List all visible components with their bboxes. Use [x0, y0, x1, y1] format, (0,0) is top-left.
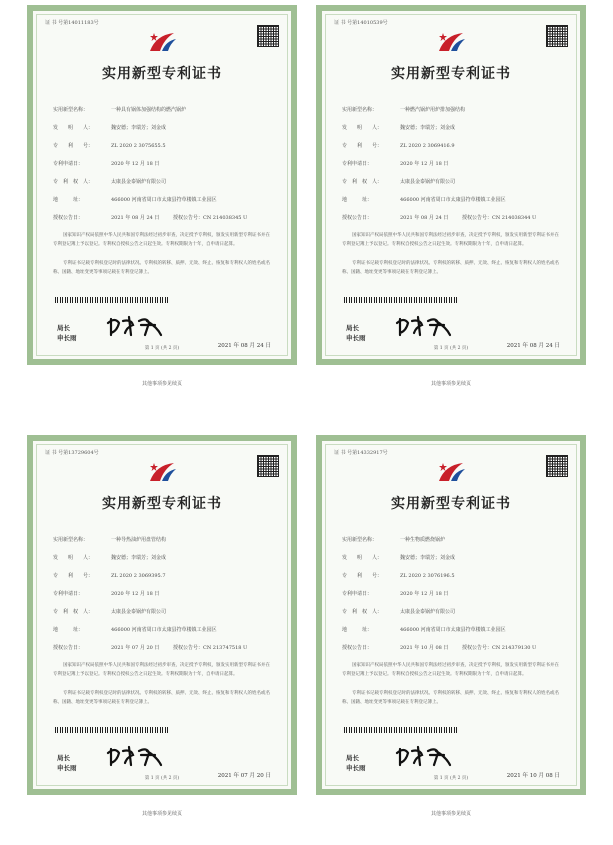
- field-apply-date: 专利申请日： 2020 年 12 月 18 日: [342, 161, 449, 167]
- cnipa-emblem-icon: [146, 459, 178, 485]
- field-inventor: 发 明 人： 魏安德；李瑞芳；刘金成: [53, 125, 167, 131]
- certificate-title: 实用新型专利证书: [391, 66, 511, 82]
- cnipa-emblem-icon: [146, 29, 178, 55]
- sign-date: 2021 年 07 月 20 日: [217, 773, 271, 779]
- field-holder: 专 利 权 人： 太康县金泰锅炉有限公司: [53, 179, 167, 185]
- patent-certificate: [27, 435, 297, 795]
- sign-date: 2021 年 08 月 24 日: [217, 343, 271, 349]
- body-paragraph-1: 国家知识产权局依照中华人民共和国专利法经过初步审查，决定授予专利权，颁发实用新型专利证书并在专利登记簿上予以登记。专利权自授权公告之日起生效。专利权期限为十年，自申请日起算。: [53, 233, 270, 247]
- field-holder: 专 利 权 人： 太康县金泰锅炉有限公司: [342, 179, 456, 185]
- field-holder: 专 利 权 人： 太康县金泰锅炉有限公司: [342, 609, 456, 615]
- field-address: 地 址： 466000 河南省周口市太康县符草楼镇工业园区: [342, 197, 506, 203]
- qr-code-icon: [546, 455, 568, 477]
- patent-certificate: [27, 5, 297, 365]
- barcode-icon: [55, 297, 170, 303]
- certificate-title: 实用新型专利证书: [391, 496, 511, 512]
- certificate-number: 证 书 号第14011183号: [45, 20, 99, 26]
- director-block: 局长 申长雨: [346, 324, 366, 342]
- continuation-note: 其他事项参见续页: [430, 381, 471, 387]
- barcode-icon: [344, 727, 459, 733]
- sign-date: 2021 年 08 月 24 日: [506, 343, 560, 349]
- field-address: 地 址： 466000 河南省周口市太康县符草楼镇工业园区: [53, 197, 217, 203]
- field-grant-no: 授权公告号：CN 214379130 U: [462, 645, 537, 651]
- qr-code-icon: [546, 25, 568, 47]
- cnipa-emblem-icon: [435, 459, 467, 485]
- cnipa-emblem-icon: [435, 29, 467, 55]
- body-paragraph-1: 国家知识产权局依照中华人民共和国专利法经过初步审查，决定授予专利权，颁发实用新型专利证书并在专利登记簿上予以登记。专利权自授权公告之日起生效。专利权期限为十年，自申请日起算。: [342, 233, 559, 247]
- page-number: 第 1 页 (共 2 页): [433, 776, 469, 781]
- field-apply-date: 专利申请日： 2020 年 12 月 18 日: [342, 591, 449, 597]
- certificate-number: 证 书 号第14010539号: [334, 20, 388, 26]
- body-paragraph-2: 专利证书记载专利权登记时的法律状况。专利权的转移、质押、无效、终止、恢复和专利权人的姓名或名称、国籍、地址变更等事项记载在专利登记簿上。: [342, 261, 559, 275]
- director-signature-icon: [105, 743, 165, 769]
- field-inventor: 发 明 人： 魏安德；李瑞芳；刘金成: [342, 125, 456, 131]
- field-grant-no: 授权公告号：CN 214038344 U: [462, 215, 537, 221]
- field-apply-date: 专利申请日： 2020 年 12 月 18 日: [53, 161, 160, 167]
- qr-code-icon: [257, 455, 279, 477]
- certificate-title: 实用新型专利证书: [102, 66, 222, 82]
- field-grant-date: 授权公告日： 2021 年 08 月 24 日: [53, 215, 160, 221]
- field-name: 实用新型名称： 一种导热油炉用盘管结构: [53, 537, 167, 543]
- page-number: 第 1 页 (共 2 页): [433, 346, 469, 351]
- field-address: 地 址： 466000 河南省周口市太康县符草楼镇工业园区: [53, 627, 217, 633]
- body-paragraph-2: 专利证书记载专利权登记时的法律状况。专利权的转移、质押、无效、终止、恢复和专利权人的姓名或名称、国籍、地址变更等事项记载在专利登记簿上。: [53, 261, 270, 275]
- continuation-note: 其他事项参见续页: [141, 381, 182, 387]
- field-name: 实用新型名称： 一种生物质燃烧锅炉: [342, 537, 446, 543]
- field-grant-no: 授权公告号：CN 213747518 U: [173, 645, 248, 651]
- field-inventor: 发 明 人： 魏安德；李瑞芳；刘金成: [53, 555, 167, 561]
- body-paragraph-2: 专利证书记载专利权登记时的法律状况。专利权的转移、质押、无效、终止、恢复和专利权人的姓名或名称、国籍、地址变更等事项记载在专利登记簿上。: [53, 691, 270, 705]
- body-paragraph-1: 国家知识产权局依照中华人民共和国专利法经过初步审查，决定授予专利权，颁发实用新型专利证书并在专利登记簿上予以登记。专利权自授权公告之日起生效。专利权期限为十年，自申请日起算。: [342, 663, 559, 677]
- director-signature-icon: [394, 313, 454, 339]
- field-name: 实用新型名称： 一种具有锅体加强结构的燃汽锅炉: [53, 107, 187, 113]
- continuation-note: 其他事项参见续页: [141, 811, 182, 817]
- field-patent-no: 专 利 号： ZL 2020 2 3076196.5: [342, 573, 455, 579]
- director-block: 局长 申长雨: [57, 324, 77, 342]
- field-patent-no: 专 利 号： ZL 2020 2 3069416.9: [342, 143, 455, 149]
- qr-code-icon: [257, 25, 279, 47]
- body-paragraph-2: 专利证书记载专利权登记时的法律状况。专利权的转移、质押、无效、终止、恢复和专利权人的姓名或名称、国籍、地址变更等事项记载在专利登记簿上。: [342, 691, 559, 705]
- patent-certificate: [316, 5, 586, 365]
- field-grant-date: 授权公告日： 2021 年 08 月 24 日: [342, 215, 449, 221]
- field-inventor: 发 明 人： 魏安德；李瑞芳；刘金成: [342, 555, 456, 561]
- field-name: 实用新型名称： 一种燃汽锅炉用炉排加强结构: [342, 107, 466, 113]
- director-block: 局长 申长雨: [57, 754, 77, 772]
- director-block: 局长 申长雨: [346, 754, 366, 772]
- field-grant-no: 授权公告号：CN 214038345 U: [173, 215, 248, 221]
- director-signature-icon: [394, 743, 454, 769]
- field-apply-date: 专利申请日： 2020 年 12 月 18 日: [53, 591, 160, 597]
- continuation-note: 其他事项参见续页: [430, 811, 471, 817]
- barcode-icon: [55, 727, 170, 733]
- director-signature-icon: [105, 313, 165, 339]
- barcode-icon: [344, 297, 459, 303]
- certificate-title: 实用新型专利证书: [102, 496, 222, 512]
- page-number: 第 1 页 (共 2 页): [144, 776, 180, 781]
- field-grant-date: 授权公告日： 2021 年 07 月 20 日: [53, 645, 160, 651]
- certificate-number: 证 书 号第14332917号: [334, 450, 388, 456]
- certificate-number: 证 书 号第13729604号: [45, 450, 99, 456]
- field-grant-date: 授权公告日： 2021 年 10 月 08 日: [342, 645, 449, 651]
- body-paragraph-1: 国家知识产权局依照中华人民共和国专利法经过初步审查，决定授予专利权，颁发实用新型专利证书并在专利登记簿上予以登记。专利权自授权公告之日起生效。专利权期限为十年，自申请日起算。: [53, 663, 270, 677]
- page-number: 第 1 页 (共 2 页): [144, 346, 180, 351]
- patent-certificate: [316, 435, 586, 795]
- field-patent-no: 专 利 号： ZL 2020 2 3069395.7: [53, 573, 166, 579]
- field-patent-no: 专 利 号： ZL 2020 2 3075655.5: [53, 143, 166, 149]
- field-holder: 专 利 权 人： 太康县金泰锅炉有限公司: [53, 609, 167, 615]
- sign-date: 2021 年 10 月 08 日: [506, 773, 560, 779]
- field-address: 地 址： 466000 河南省周口市太康县符草楼镇工业园区: [342, 627, 506, 633]
